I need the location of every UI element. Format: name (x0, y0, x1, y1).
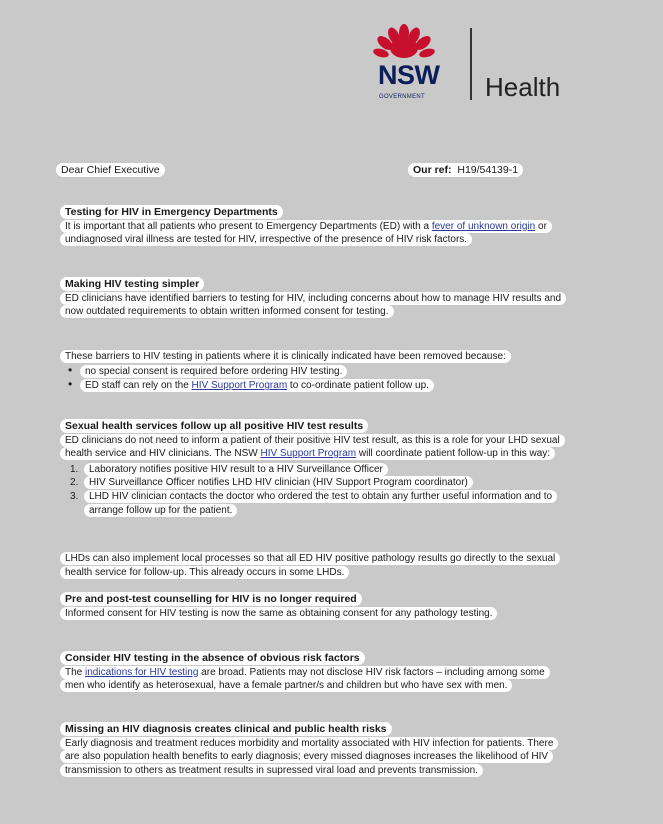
list-item: • ED staff can rely on the HIV Support Program to co-ordinate patient follow up. (80, 379, 566, 393)
ref-label: Our ref: (413, 164, 452, 176)
list-item: 2. HIV Surveillance Officer notifies LHD HIV clinician (HIV Support Program coordinator) (84, 476, 566, 490)
list-item: • no special consent is required before ordering HIV testing. (80, 365, 566, 379)
section-barriers-removed (60, 350, 566, 394)
link-fever-unknown-origin[interactable]: fever of unknown origin (431, 220, 536, 232)
section-counselling-not-required (60, 593, 566, 620)
our-ref (408, 163, 523, 177)
heading-missing-diagnosis: Missing an HIV diagnosis creates clinical and public health risks (60, 722, 392, 736)
link-hiv-support-program-2[interactable]: HIV Support Program (260, 448, 357, 460)
section-local-processes (60, 552, 566, 579)
local-processes-text: LHDs can also implement local processes so that all ED HIV positive pathology results go directly to the sexual health service for follow-up. This already occurs in some LHDs. (60, 552, 560, 579)
salutation: Dear Chief Executive (56, 163, 165, 177)
section-missing-diagnosis (60, 723, 566, 777)
link-hiv-support-program[interactable]: HIV Support Program (191, 380, 288, 392)
health-wordmark: Health (485, 72, 561, 102)
nsw-health-logo (372, 22, 592, 106)
counselling-text: Informed consent for HIV testing is now the same as obtaining consent for any pathology testing. (60, 607, 497, 620)
making-testing-simpler-text: ED clinicians have identified barriers to testing for HIV, including concerns about how to manage HIV results and now outdated requirements to obtain written informed consent for testing. (60, 292, 566, 319)
heading-counselling-not-required: Pre and post-test counselling for HIV is no longer required (60, 592, 362, 606)
section-sexual-health-follow-up: Sexual health services follow up all positive HIV test results ED clinicians do not need to inform a patient of their positive HIV test result, as this is a role for your LHD sexual health service and HIV clinicians. The NSW HIV Support Program will coordinate patient follow-up in this way: 1. Laboratory notifies positive HIV result to a HIV Surveillance Officer 2. HIV Surveillance Officer notifies LHD HIV clinician (HIV Support Program coordinator) 3. LHD HIV clinician contacts the doctor who ordered the test to obtain any further useful information and to arrange follow up for the patient. (60, 420, 566, 517)
ref-value: H19/54139-1 (457, 164, 519, 176)
heading-sexual-health-follow-up: Sexual health services follow up all positive HIV test results (60, 419, 368, 433)
heading-making-testing-simpler: Making HIV testing simpler (60, 277, 204, 291)
barriers-intro: These barriers to HIV testing in patients where it is clinically indicated have been removed because: (60, 350, 511, 363)
section-consider-testing: Consider HIV testing in the absence of obvious risk factors The indications for HIV testing are broad. Patients may not disclose HIV risk factors – including among some men who identify as heterosexual, have a female partner/s and children but who have sex with men. (60, 652, 566, 693)
nsw-wordmark: NSW (378, 60, 440, 90)
missing-diagnosis-text: Early diagnosis and treatment reduces morbidity and mortality associated with HIV infection for patients. There are also population health benefits to early diagnosis; every missed diagnoses increases the likelihood of HIV transmission to others as treatment results in supressed viral load and prevents transmission. (60, 737, 558, 777)
section-making-testing-simpler (60, 278, 566, 319)
heading-consider-testing: Consider HIV testing in the absence of obvious risk factors (60, 651, 365, 665)
list-item: 3. LHD HIV clinician contacts the doctor who ordered the test to obtain any further useful information and to arrange follow up for the patient. (84, 490, 566, 517)
follow-up-steps (60, 463, 566, 517)
heading-testing-in-ed: Testing for HIV in Emergency Departments (60, 205, 283, 219)
barriers-list (60, 365, 566, 393)
link-indications-for-hiv-testing[interactable]: indications for HIV testing (85, 666, 199, 678)
section-testing-in-ed: Testing for HIV in Emergency Departments It is important that all patients who present to Emergency Departments (ED) with a fever of unknown origin or undiagnosed viral illness are tested for HIV, irrespective of the presence of HIV risk factors. (60, 206, 566, 247)
list-item: 1. Laboratory notifies positive HIV result to a HIV Surveillance Officer (84, 463, 566, 477)
government-wordmark: GOVERNMENT (379, 94, 426, 100)
